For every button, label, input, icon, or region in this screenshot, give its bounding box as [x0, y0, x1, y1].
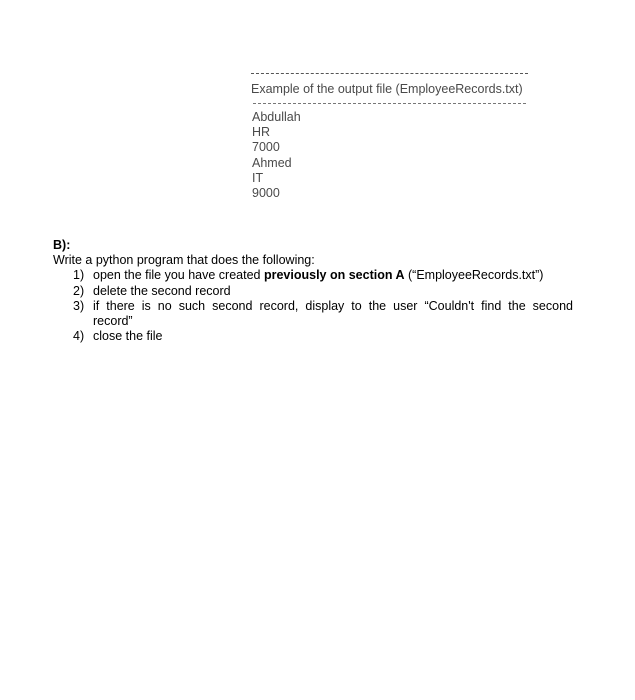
- record-line: Abdullah: [252, 110, 301, 124]
- record-line: Ahmed: [252, 155, 292, 170]
- record-line: 7000: [252, 140, 280, 155]
- section-intro: Write a python program that does the following:: [53, 253, 315, 268]
- record-list: [251, 110, 531, 201]
- record-line: 9000: [252, 186, 280, 201]
- dashed-separator-top: [251, 73, 528, 74]
- record-line: IT: [252, 170, 264, 185]
- step-item: [53, 268, 573, 283]
- step-number: 2): [73, 283, 85, 298]
- step-item: [53, 299, 573, 329]
- step-text-post: (“EmployeeRecords.txt”): [404, 268, 544, 283]
- step-item: [53, 284, 573, 299]
- step-item: [53, 329, 573, 344]
- dashed-separator-bottom: [253, 103, 526, 104]
- record-line: HR: [252, 125, 271, 140]
- steps-list: [53, 268, 573, 344]
- example-title: Example of the output file (EmployeeRecords.txt): [251, 82, 523, 96]
- step-text-bold: previously on section A: [263, 268, 405, 283]
- example-output-block: [251, 73, 531, 201]
- step-text: [93, 268, 573, 283]
- step-text: delete the second record: [93, 283, 231, 298]
- step-number: 4): [73, 329, 85, 344]
- section-heading: B):: [53, 238, 71, 252]
- step-number: 1): [73, 268, 85, 283]
- step-text: close the file: [93, 329, 163, 344]
- step-text-line: record”: [93, 314, 133, 329]
- section-b: [53, 238, 573, 344]
- step-text-pre: open the file you have created: [93, 268, 264, 283]
- step-text-line: if there is no such second record, display to the user “Couldn't find the second: [93, 298, 573, 313]
- step-number: 3): [73, 298, 85, 313]
